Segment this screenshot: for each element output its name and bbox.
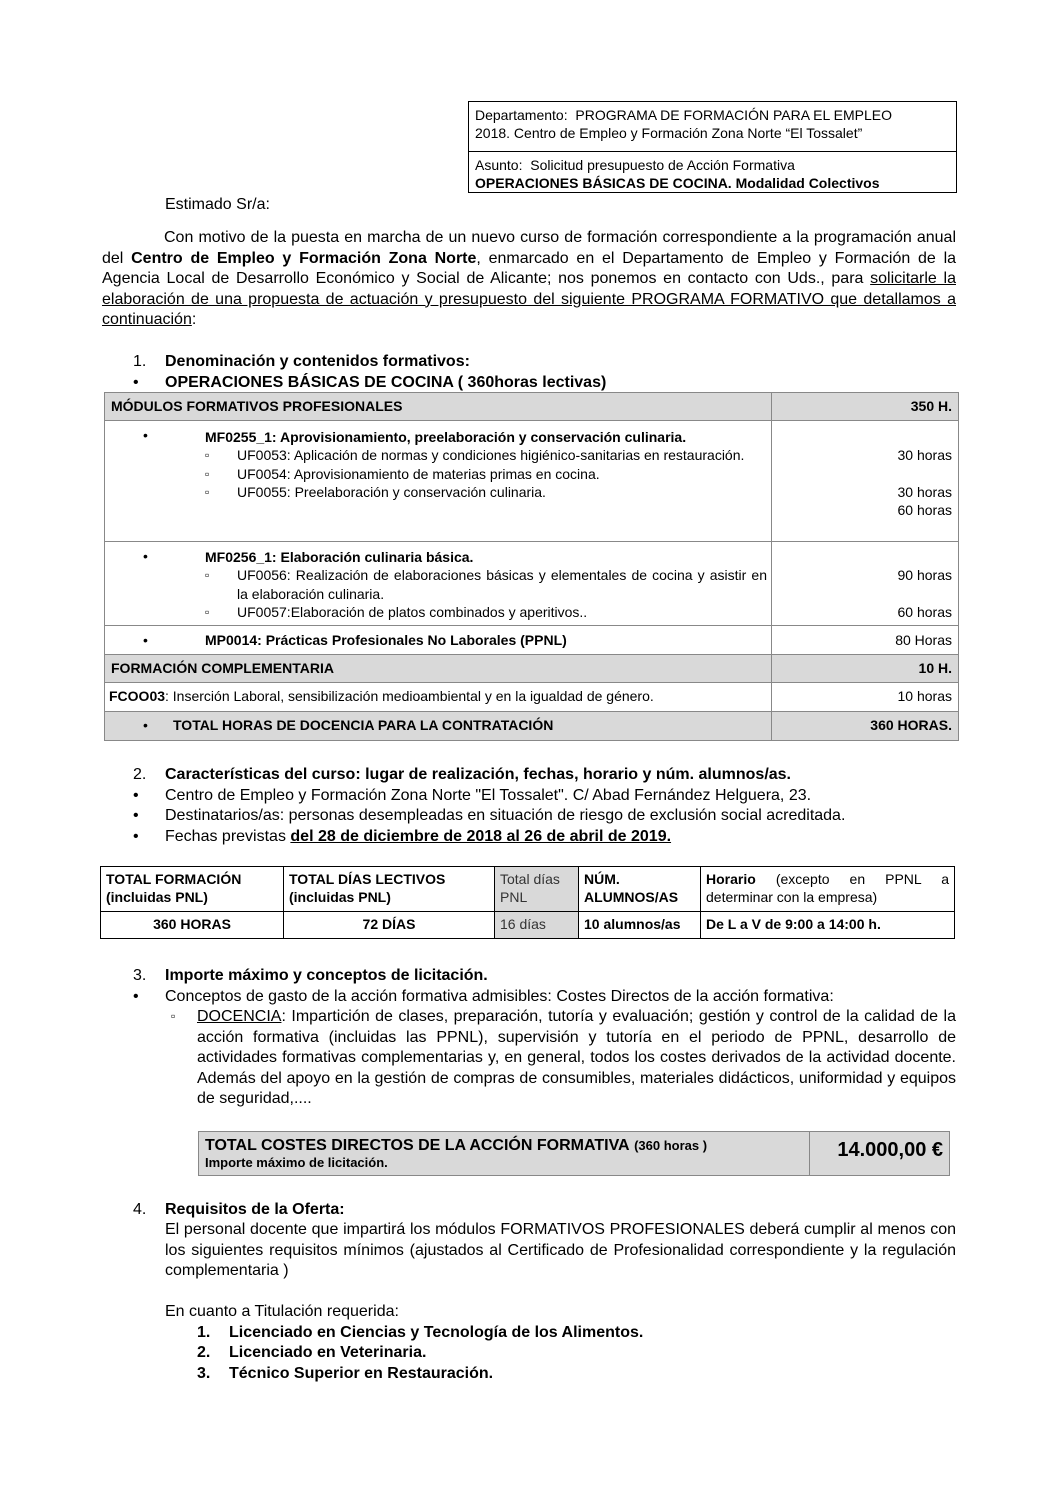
section3-concepts: Conceptos de gasto de la acción formativa admisibles: Costes Directos de la acción formativa: [165,988,834,1005]
intro-text-3: : [191,311,197,328]
fcoo-text: : Inserción Laboral, sensibilización medioambiental y en la igualdad de género. [165,688,654,704]
docencia-label: DOCENCIA [197,1008,282,1025]
bullet-icon: • [143,427,148,443]
subject-course: OPERACIONES BÁSICAS DE COCINA. Modalidad Colectivos [475,175,880,191]
fcoo-hours: 10 horas [772,683,959,712]
horario-label: Horario [706,871,756,887]
square-bullet-icon: ▫ [171,1009,176,1023]
degree-number: 2. [197,1344,211,1361]
unit-hours: 60 horas [897,502,952,518]
dates-range: del 28 de diciembre de 2018 al 26 de abril de 2019. [290,828,672,845]
section3-title: Importe máximo y conceptos de licitación. [165,967,488,984]
unit-uf0055: ▫ UF0055: Preelaboración y conservación culinaria. [205,483,767,502]
section3-number: 3. [133,967,147,984]
module-row-mf0256 [105,542,959,626]
degree-number: 3. [197,1365,211,1382]
cost-subtitle: Importe máximo de licitación. [205,1155,388,1170]
header-box [468,101,957,193]
section2-recipients: Destinatarios/as: personas desempleadas en situación de riesgo de exclusión social acreditada. [165,807,846,824]
section2-location: Centro de Empleo y Formación Zona Norte "El Tossalet". C/ Abad Fernández Helguera, 23. [165,787,812,804]
module-title: MF0255_1: Aprovisionamiento, preelaboración y conservación culinaria. [205,429,687,445]
section4-number: 4. [133,1201,147,1218]
section1-course: OPERACIONES BÁSICAS DE COCINA ( 360horas lectivas) [165,374,607,391]
info-alumnos: 10 alumnos/as [579,912,701,939]
subject-label: Asunto: [475,157,523,173]
bullet-icon: • [133,988,139,1005]
total-row [105,712,959,741]
degree-number: 1. [197,1324,211,1341]
department-label: Departamento: [475,107,568,123]
bullet-icon: • [143,717,148,733]
degree-item: Licenciado en Ciencias y Tecnología de los Alimentos. [229,1324,644,1341]
section4-paragraph: El personal docente que impartirá los módulos FORMATIVOS PROFESIONALES deberá cumplir al menos con los siguientes requisitos mínimos (ajustados al Certificado de Profesionalidad correspondiente y la regulación complementaria ) [165,1221,956,1279]
unit-uf0053: ▫ UF0053: Aplicación de normas y condiciones higiénico-sanitarias en restauración. [205,446,767,465]
modules-header-hours: 350 H. [772,393,959,421]
section1-title: Denominación y contenidos formativos: [165,353,470,370]
unit-uf0057: ▫ UF0057:Elaboración de platos combinados y aperitivos.. [205,603,767,622]
complementary-label: FORMACIÓN COMPLEMENTARIA [105,655,772,683]
total-hours: 360 HORAS. [772,712,959,741]
course-info-table [100,866,955,939]
bullet-icon: • [133,828,139,845]
info-header-alumnos: NÚM. ALUMNOS/AS [579,867,701,912]
cost-title: TOTAL COSTES DIRECTOS DE LA ACCIÓN FORMATIVA [205,1137,630,1154]
unit-hours: 30 horas [897,447,952,463]
section2-title: Características del curso: lugar de realización, fechas, horario y núm. alumnos/as. [165,766,791,783]
info-header-total-dias: TOTAL DÍAS LECTIVOS (incluidas PNL) [284,867,495,912]
unit-hours: 90 horas [897,567,952,583]
bullet-icon: • [143,632,148,648]
info-header-horario [701,867,955,912]
info-horario: De L a V de 9:00 a 14:00 h. [701,912,955,939]
modules-header-row [105,393,959,421]
subject-cell [469,151,956,192]
complementary-row [105,655,959,683]
titulacion-label: En cuanto a Titulación requerida: [165,1303,399,1320]
docencia-text: : Impartición de clases, preparación, tutoría y evaluación; gestión y control de la calidad de la acción formativa (incluidas las PPNL), supervisión y tutoría en el periodo de PPNL, desarrollo de actividades formativas complementarias y, en general, todos los costes derivados de la actividad docente. Además del apoyo en la gestión de compras de consumibles, materiales didácticos, uniformidad y equipos de seguridad,.... [197,1008,956,1107]
section1-bullet: • [133,374,139,391]
department-cell [469,102,956,151]
intro-text-1: Con motivo de la puesta en marcha de un nuevo curso de formación correspondiente a la programación anual del [102,229,956,267]
docencia-paragraph [197,1007,956,1110]
info-dias-pnl: 16 días [495,912,579,939]
section2-number: 2. [133,766,147,783]
cost-amount: 14.000,00 € [809,1132,949,1175]
section1-number: 1. [133,353,147,370]
unit-uf0054: ▫ UF0054: Aprovisionamiento de materias primas en cocina. [205,465,767,484]
intro-paragraph [102,228,956,331]
bullet-icon: • [133,807,139,824]
module-row-mp0014 [105,626,959,655]
info-header-dias-pnl: Total días PNL [495,867,579,912]
complementary-hours: 10 H. [772,655,959,683]
horario-note: (excepto en PPNL a determinar con la empresa) [706,871,949,905]
module-row-mf0255 [105,421,959,542]
degree-item: Licenciado en Veterinaria. [229,1344,427,1361]
total-label: TOTAL HORAS DE DOCENCIA PARA LA CONTRATACIÓN [173,717,554,733]
section2-dates [165,827,671,847]
intro-center-name: Centro de Empleo y Formación Zona Norte [131,249,477,267]
intro-underlined: solicitarle la elaboración de una propuesta de actuación y presupuesto del siguiente PROGRAMA FORMATIVO que detallamos a continuación [102,270,956,328]
department-text: PROGRAMA DE FORMACIÓN PARA EL EMPLEO [575,107,893,123]
unit-hours: 30 horas [897,483,952,500]
info-total-formacion: 360 HORAS [101,912,284,939]
modules-table [104,392,959,741]
section4-title: Requisitos de la Oferta: [165,1201,345,1218]
greeting: Estimado Sr/a: [165,196,270,213]
subject-text: Solicitud presupuesto de Acción Formativa [530,157,795,173]
module-title: MF0256_1: Elaboración culinaria básica. [205,549,474,565]
bullet-icon: • [143,548,148,564]
unit-hours: 60 horas [897,603,952,620]
bullet-icon: • [133,787,139,804]
modules-header-label: MÓDULOS FORMATIVOS PROFESIONALES [105,393,772,421]
fcoo-code: FCOO03 [109,688,166,704]
module-title: MP0014: Prácticas Profesionales No Laborales (PPNL) [205,632,567,648]
department-text-2: 2018. Centro de Empleo y Formación Zona Norte “El Tossalet” [475,125,863,141]
cost-hours: (360 horas ) [634,1138,708,1153]
unit-uf0056: ▫ UF0056: Realización de elaboraciones básicas y elementales de cocina y asistir en la elaboración culinaria. [205,566,767,603]
info-header-total-formacion: TOTAL FORMACIÓN (incluidas PNL) [101,867,284,912]
dates-prefix: Fechas previstas [165,828,291,845]
info-total-dias: 72 DÍAS [284,912,495,939]
info-header-row [101,867,955,912]
fcoo03-row [105,683,959,712]
info-value-row [101,912,955,939]
degree-item: Técnico Superior en Restauración. [229,1365,494,1382]
module-hours: 80 Horas [772,626,959,655]
intro-text-2: , enmarcado en el Departamento de Empleo y Formación de la Agencia Local de Desarrollo Económico y Social de Alicante; nos ponemos en contacto con Uds., para [102,249,957,287]
total-cost-box [198,1131,950,1176]
